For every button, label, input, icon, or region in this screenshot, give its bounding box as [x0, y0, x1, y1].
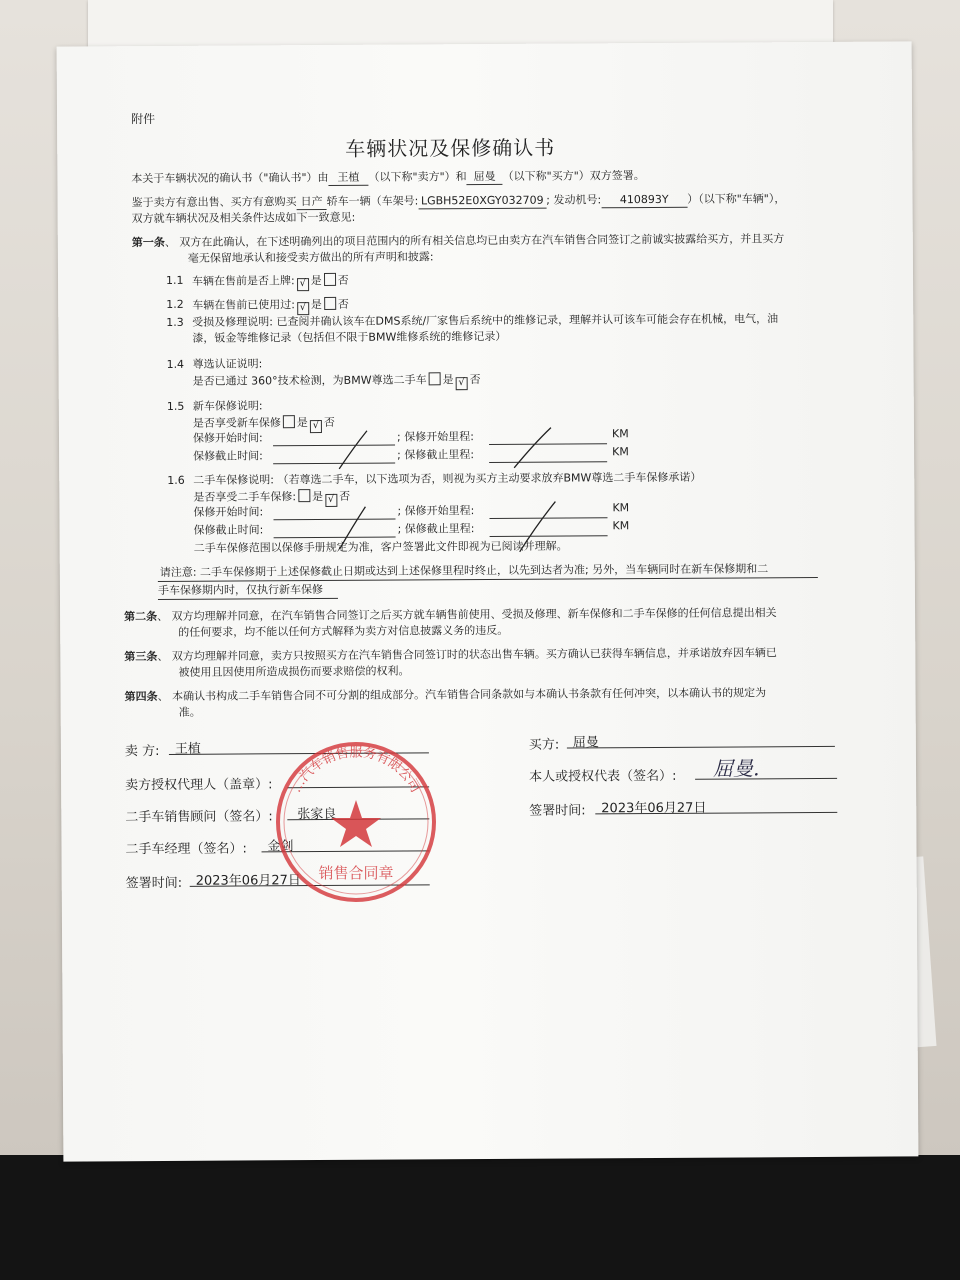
item-1-5-start-km-label: ; 保修开始里程: — [396, 430, 474, 444]
item-1-6-scope: 二手车保修范围以保修手册规定为准，客户签署此文件即视为已阅读并理解。 — [193, 539, 568, 555]
buyer-rep-label: 本人或授权代表（签名）: — [529, 768, 677, 785]
no-label: 否 — [337, 273, 349, 287]
item-1-6-end-km-label: ; 保修截止里程: — [397, 522, 475, 536]
seal-text-bottom: 销售合同章 — [318, 864, 394, 882]
checkbox-checked: √ — [456, 377, 468, 390]
article-4-line-1 — [125, 686, 767, 704]
item-1-5-line-1: 新车保修说明: — [192, 399, 263, 413]
article-1-text: 、 双方在此确认，在下述明确列出的项目范围内的所有相关信息均已由卖方在汽车销售合同签订之前诚实披露给买方，并且买方 — [164, 232, 785, 249]
article-2-line-1 — [124, 606, 777, 624]
intro-line-2 — [132, 192, 786, 211]
item-1-5-end-time-label: 保修截止时间: — [193, 449, 263, 463]
item-1-1 — [192, 273, 349, 292]
checkbox-empty — [298, 489, 310, 502]
seller-value: 王植 — [174, 741, 201, 757]
article-3-text: 、 双方均理解并同意，卖方只按照买方在汽车销售合同签订时的状态出售车辆。买方确认已获得车辆信息，并承诺放弃因车辆已 — [157, 646, 777, 664]
yes-label: 是 — [296, 416, 308, 430]
article-4-line-2: 准。 — [178, 705, 201, 719]
article-1-line-2: 毫无保留地承认和接受卖方做出的所有声明和披露: — [187, 250, 434, 265]
yes-label: 是 — [310, 274, 322, 288]
yes-label: 是 — [312, 490, 324, 504]
article-3-label: 第三条 — [124, 650, 158, 664]
item-1-2-number: 1.2 — [166, 297, 184, 311]
item-text: 是否享受新车保修 — [192, 416, 281, 430]
item-1-5-end-km-label: ; 保修截止里程: — [397, 448, 475, 462]
document-page — [57, 41, 919, 1161]
item-1-6-line-1: 二手车保修说明: （若尊选二手车，以下选项为否，则视为买方主动要求放弃BMW尊选二手车保修承诺） — [193, 470, 702, 487]
km-unit: KM — [611, 427, 629, 441]
checkbox-checked: √ — [325, 494, 337, 507]
buyer-label: 买方: — [528, 737, 560, 753]
attachment-label: 附件 — [131, 112, 156, 127]
item-1-4-number: 1.4 — [166, 357, 185, 371]
item-1-6-start-km-label: ; 保修开始里程: — [397, 504, 475, 518]
handwritten-strike-marks — [309, 415, 639, 477]
article-3-line-2: 被使用且因使用所造成损伤而要求赔偿的权利。 — [178, 664, 410, 679]
item-1-4-line-2 — [193, 372, 481, 392]
item-text: 是否已通过 360°技术检测，为BMW尊选二手车 — [192, 373, 427, 388]
seller-label: 卖 方: — [124, 744, 160, 760]
article-1-line-1 — [132, 232, 785, 250]
intro-brand: 日产 — [297, 195, 327, 210]
checkbox-empty — [324, 297, 336, 310]
buyer-date-line — [595, 812, 837, 814]
item-1-3-number: 1.3 — [166, 315, 184, 329]
item-text: 车辆在售前已使用过: — [192, 298, 295, 312]
item-1-4-line-1: 尊选认证说明: — [192, 357, 263, 371]
article-2-text: 、 双方均理解并同意，在汽车销售合同签订之后买方就车辆售前使用、受损及修理、新车保修和二手车保修的任何信息提出相关 — [157, 606, 777, 624]
checkbox-checked: √ — [297, 278, 309, 291]
checkbox-empty — [429, 372, 441, 385]
intro-text: ）（以下称"车辆"）， — [687, 192, 786, 206]
article-2-line-2: 的任何要求，均不能以任何方式解释为卖方对信息披露义务的违反。 — [178, 623, 509, 639]
intro-line-3: 双方就车辆状况及相关条件达成如下一致意见: — [131, 210, 356, 226]
manager-label: 二手车经理（签名）: — [125, 841, 247, 858]
document-title: 车辆状况及保修确认书 — [345, 135, 556, 161]
buyer-line — [567, 746, 835, 749]
seller-date-label: 签署时间: — [125, 875, 183, 892]
checkbox-empty — [324, 273, 336, 286]
intro-vin: LGBH52E0XGY032709 — [418, 194, 546, 210]
buyer-date-value: 2023年06月27日 — [601, 800, 707, 817]
note-underline — [158, 598, 338, 600]
article-4-label: 第四条 — [124, 690, 158, 704]
checkbox-checked: √ — [297, 302, 309, 315]
intro-text: ; 发动机号: — [546, 193, 602, 207]
item-1-6-end-time-label: 保修截止时间: — [193, 523, 264, 537]
no-label: 否 — [323, 415, 335, 429]
item-1-5-start-time-label: 保修开始时间: — [192, 431, 263, 445]
manager-value: 金剑 — [267, 839, 294, 855]
article-2-label: 第二条 — [124, 610, 158, 624]
item-1-3-line-1: 受损及修理说明: 已查阅并确认该车在DMS系统/厂家售后系统中的维修记录，理解并认可该车可能会存在机械，电气，油 — [192, 312, 779, 329]
intro-text: 轿车一辆（车架号: — [326, 194, 419, 208]
buyer-value: 屈曼 — [572, 735, 599, 751]
no-label: 否 — [339, 489, 351, 503]
item-1-5-number: 1.5 — [166, 399, 185, 413]
consultant-label: 二手车销售顾问（签名）: — [125, 809, 273, 826]
yes-label: 是 — [310, 298, 322, 312]
buyer-handwritten-signature: 屈曼. — [712, 756, 760, 781]
item-text: 车辆在售前是否上牌: — [191, 274, 295, 288]
seller-agent-label: 卖方授权代理人（盖章）: — [125, 777, 273, 794]
item-1-1-number: 1.1 — [165, 273, 184, 287]
km-unit: KM — [612, 519, 630, 533]
seller-date-value: 2023年06月27日 — [195, 873, 301, 889]
item-text: 是否享受二手车保修: — [193, 490, 297, 504]
note-line-1: 请注意: 二手车保修期于上述保修截止日期或达到上述保修里程时终止，以先到达者为准; 另外，当车辆同时在新车保修期和二 — [159, 562, 769, 580]
no-label: 否 — [337, 297, 349, 311]
km-unit: KM — [612, 445, 629, 459]
intro-text: 本关于车辆状况的确认书（"确认书"）由 — [131, 170, 329, 186]
note-line-2: 手车保修期内时，仅执行新车保修 — [157, 583, 323, 598]
seal-text-top: …汽车销售服务有限公司 — [289, 745, 423, 796]
checkbox-empty — [283, 415, 295, 428]
article-1-label: 第一条 — [131, 235, 165, 250]
intro-seller-name: 王植 — [328, 171, 368, 186]
article-3-line-1 — [124, 646, 777, 664]
intro-text: 鉴于卖方有意出售、买方有意购买 — [131, 195, 297, 210]
item-1-6-start-time-label: 保修开始时间: — [193, 505, 264, 519]
intro-text: （以下称"买方"）双方签署。 — [502, 169, 645, 183]
intro-line-1 — [131, 169, 644, 187]
intro-buyer-name: 屈曼 — [467, 170, 503, 185]
consultant-value: 张家良 — [297, 806, 337, 823]
yes-label: 是 — [442, 373, 454, 387]
buyer-date-label: 签署时间: — [529, 803, 586, 819]
km-unit: KM — [612, 501, 630, 515]
intro-text: （以下称"卖方"）和 — [368, 170, 467, 184]
checkbox-checked: √ — [310, 420, 322, 433]
company-seal-stamp — [272, 738, 440, 906]
item-1-3-line-2: 漆，钣金等维修记录（包括但不限于BMW维修系统的维修记录） — [192, 329, 507, 345]
background-dark-floor — [0, 1155, 960, 1280]
item-1-2 — [192, 297, 349, 316]
intro-engine-no: 410893Y — [601, 193, 687, 209]
article-4-text: 、 本确认书构成二手车销售合同不可分割的组成部分。汽车销售合同条款如与本确认书条款有任何冲突，以本确认书的规定为 — [157, 686, 767, 704]
buyer-rep-line — [695, 778, 837, 780]
item-1-6-number: 1.6 — [167, 473, 185, 487]
no-label: 否 — [469, 373, 481, 387]
